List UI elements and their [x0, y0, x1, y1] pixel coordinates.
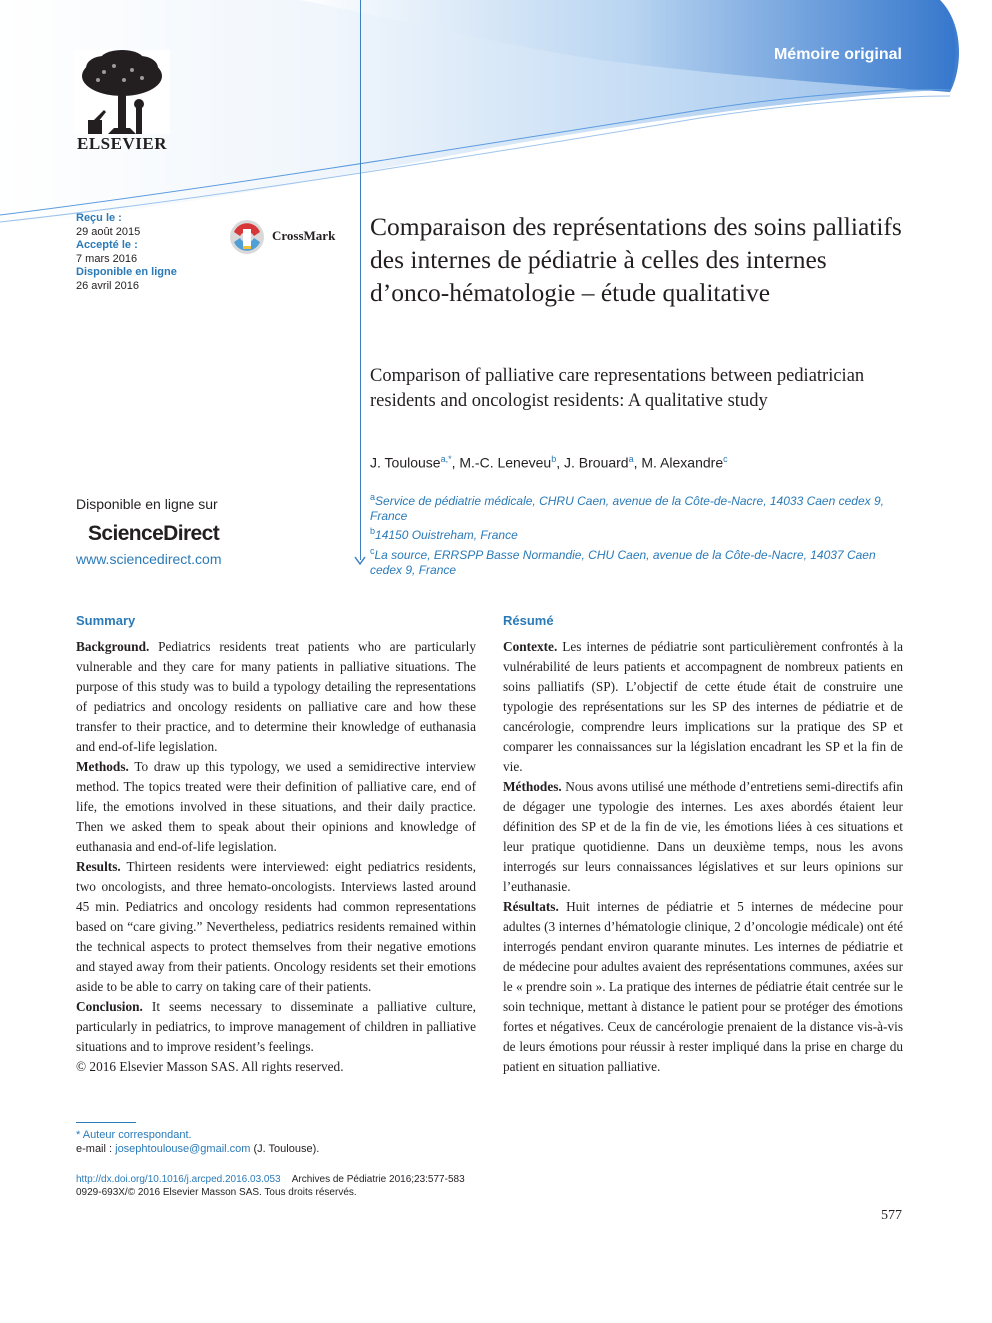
journal-reference: Archives de Pédiatrie 2016;23:577-583	[291, 1174, 465, 1185]
resume-column	[503, 611, 903, 1077]
affiliation-list	[370, 490, 910, 578]
affiliation-text: La source, ERRSPP Basse Normandie, CHU Caen, avenue de la Côte-de-Nacre, 14037 Caen cedex 9, France	[370, 547, 876, 577]
elsevier-wordmark: ELSEVIER	[77, 134, 167, 153]
author-name[interactable]: J. Toulouse	[370, 454, 441, 471]
article-dates	[76, 212, 226, 293]
crossmark-label[interactable]: CrossMark	[272, 228, 336, 243]
arrow-down-icon	[353, 553, 367, 567]
section-label: Méthodes.	[503, 779, 562, 794]
affiliation-text: Service de pédiatrie médicale, CHRU Caen, avenue de la Côte-de-Nacre, 14033 Caen cedex 9, France	[370, 494, 884, 524]
affiliation-item	[370, 544, 910, 578]
author-affil-mark[interactable]: c	[723, 454, 728, 464]
online-date: 26 avril 2016	[76, 279, 139, 292]
section-label: Background.	[76, 639, 150, 654]
citation-line	[76, 1173, 596, 1186]
section-label: Methods.	[76, 759, 129, 774]
sciencedirect-logo[interactable]: ScienceDirect	[88, 522, 220, 545]
affiliation-mark: b	[370, 526, 376, 537]
summary-column	[76, 611, 476, 1077]
author-name[interactable]: M.-C. Leneveu	[459, 454, 552, 471]
article-title-fr: Comparaison des représentations des soins palliatifs des internes de pédiatrie à celles des internes d’onco-hématologie – étude qualitative	[370, 212, 902, 307]
email-link[interactable]: josephtoulouse@gmail.com	[115, 1143, 251, 1155]
footnote-rule	[76, 1122, 136, 1123]
resume-contexte	[503, 637, 903, 777]
section-text: To draw up this typology, we used a semidirective interview method. The topics treated were their definition of palliative care, end of life, the emotions involved in these situations, and their daily practice. Then we asked them to speak about their opinions and knowledge of euthanasia and end-of-life legislation.	[76, 759, 476, 854]
summary-background	[76, 637, 476, 757]
issn-line: 0929-693X/© 2016 Elsevier Masson SAS. Tous droits réservés.	[76, 1187, 357, 1198]
doi-link[interactable]: http://dx.doi.org/10.1016/j.arcped.2016.03.053	[76, 1174, 281, 1185]
article-title-en: Comparison of palliative care representations between pediatrician residents and oncologist residents: A qualitative study	[370, 366, 865, 411]
section-text: Les internes de pédiatrie sont particulièrement confrontés à la vulnérabilité de leurs patients et accompagnent de nombreux patients en soins palliatifs (SP). L’objectif de cette étude était de construire une typologie des représentations sur les SP des internes de pédiatrie et de cancérologie, comprendre leurs implications sur la pratique des SP et comparer les connaissances sur la législation encadrant les SP et la fin de vie.	[503, 639, 904, 774]
accepted-date: 7 mars 2016	[76, 252, 138, 265]
section-label: Results.	[76, 859, 121, 874]
affiliation-text: 14150 Ouistreham, France	[375, 528, 518, 543]
affiliation-item	[370, 490, 910, 524]
page-number: 577	[881, 1208, 902, 1223]
author-affil-mark[interactable]: b	[551, 454, 557, 464]
section-label: Résultats.	[503, 899, 559, 914]
section-text: Nous avons utilisé une méthode d’entretiens semi-directifs afin de dégager une typologie des internes. Les axes abordés étaient leur définition des SP et de la fin de vie, les émotions liées à ces situations et leur pratique quotidienne. Dans un deuxième temps, nous les avons interrogés sur leurs connaissances législatives et sur leurs opinions sur l’euthanasie.	[503, 779, 903, 894]
footnote	[76, 1128, 476, 1156]
email-label: e-mail :	[76, 1143, 113, 1155]
section-text: Thirteen residents were interviewed: eight pediatrics residents, two oncologists, and three hemato-oncologists. Interviews lasted around 45 min. Pediatrics and oncology residents had common representations based on “care giving.” Nevertheless, pediatrics residents remained within the technical aspects to protect themselves from their negative emotions and stayed away from their patients. Oncology residents set their emotions aside to be able to carry on taking care of their patients.	[76, 859, 476, 994]
received-date: 29 août 2015	[76, 225, 141, 238]
received-label: Reçu le :	[76, 212, 122, 224]
email-line	[76, 1142, 476, 1156]
section-text: It seems necessary to disseminate a palliative culture, particularly in pediatrics, to improve management of children in palliative situations and to improve resident’s feelings.	[76, 999, 476, 1054]
vertical-divider	[360, 0, 361, 560]
summary-conclusion	[76, 997, 476, 1057]
affiliation-mark: a	[370, 492, 376, 502]
author-name[interactable]: J. Brouard	[564, 454, 629, 471]
author-affil-mark[interactable]: a	[628, 454, 634, 464]
author-affil-mark[interactable]: a,*	[440, 454, 452, 464]
email-suffix: (J. Toulouse).	[253, 1143, 320, 1155]
summary-copyright: © 2016 Elsevier Masson SAS. All rights reserved.	[76, 1059, 344, 1074]
section-label: Contexte.	[503, 639, 558, 654]
author-list: J. Toulouse$^{a,*}$, M.-C. Leneveu$^b$, J. Brouard$^a$, M. Alexandre$^c$	[370, 454, 728, 471]
summary-heading: Summary	[76, 613, 136, 628]
online-label: Disponible en ligne	[76, 266, 177, 278]
author-name[interactable]: M. Alexandre	[641, 454, 724, 471]
affiliation-mark: c	[370, 545, 375, 556]
citation-block	[76, 1173, 596, 1199]
resume-resultats	[503, 897, 903, 1077]
accepted-label: Accepté le :	[76, 239, 138, 251]
section-text: Pediatrics residents treat patients who are particularly vulnerable and they care for many patients in palliative situations. The purpose of this study was to build a typology detailing the representations of pediatrics and oncology residents on palliative care and how these transfer to their practice, and to determine their knowledge of euthanasia and end-of-life legislation.	[76, 639, 477, 754]
summary-methods	[76, 757, 476, 857]
section-text: Huit internes de pédiatrie et 5 internes de médecine pour adultes (3 internes d’hématologie clinique, 2 d’oncologie médicale) ont été interrogés pendant environ quarante minutes. Les internes de pédiatrie et de médecine pour adultes avaient des représentations communes, axées sur le « prendre soin ». La pratique des internes de pédiatrie était centrée sur le soin technique, mettant à distance le patient pour se protéger des émotions fortes et négatives. Ceux de cancérologie prenaient de la distance vis-à-vis de leurs émotions pour réussir à rester impliqué dans la prise en charge du patient en situation palliative.	[503, 899, 903, 1074]
affiliation-item	[370, 524, 910, 543]
section-label: Conclusion.	[76, 999, 143, 1014]
resume-methodes	[503, 777, 903, 897]
section-label: Mémoire original	[773, 46, 902, 63]
corresponding-author-label: * Auteur correspondant.	[76, 1129, 192, 1141]
available-online-label: Disponible en ligne sur	[76, 496, 218, 512]
sciencedirect-link[interactable]: www.sciencedirect.com	[76, 551, 222, 567]
summary-results	[76, 857, 476, 997]
resume-heading: Résumé	[503, 613, 554, 628]
